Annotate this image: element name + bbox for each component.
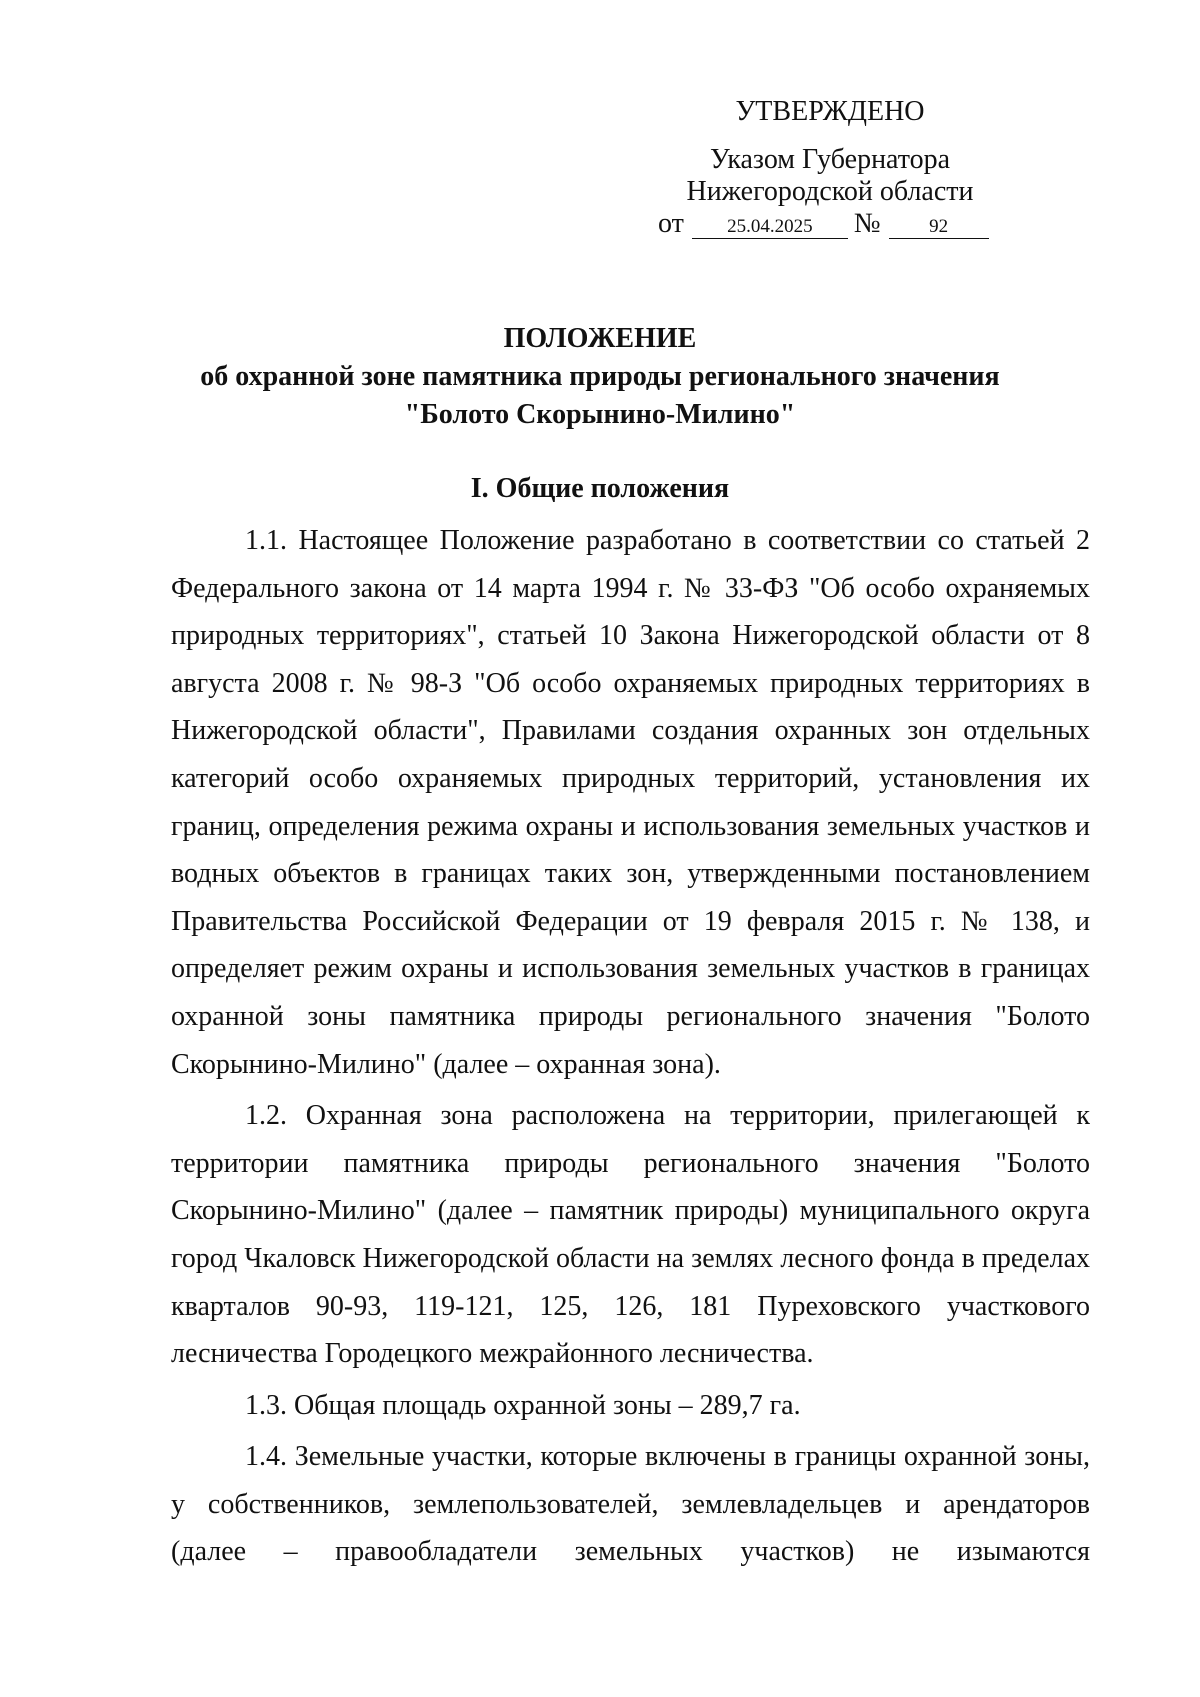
approved-label: УТВЕРЖДЕНО bbox=[735, 96, 925, 127]
document-title bbox=[100, 320, 1100, 434]
title-subtitle-line-1: об охранной зоне памятника природы регионального значения bbox=[200, 361, 1000, 392]
paragraph-1-2: 1.2. Охранная зона расположена на территории, прилегающей к территории памятника природы регионального значения "Болото Скорынино-Милино" (далее – памятник природы) муниципального округа город Чкаловск Нижегородской области на землях лесного фонда в пределах кварталов 90-93, 119-121, 125, 126, 181 Пуреховского участкового лесничества Городецкого межрайонного лесничества. bbox=[171, 1100, 1090, 1370]
approval-stamp bbox=[660, 96, 1000, 240]
paragraph-1-3: 1.3. Общая площадь охранной зоны – 289,7 га. bbox=[245, 1389, 801, 1421]
document-body bbox=[171, 517, 1090, 1576]
decree-date: 25.04.2025 bbox=[692, 216, 848, 239]
paragraph-1-4: 1.4. Земельные участки, которые включены в границы охранной зоны, у собственников, землепользователей, землевладельцев и арендаторов (далее – правообладатели земельных участков) не изымаются bbox=[171, 1441, 1090, 1568]
section-heading: I. Общие положения bbox=[470, 473, 730, 504]
title-subtitle-line-2: "Болото Скорынино-Милино" bbox=[404, 399, 796, 430]
from-label: от bbox=[658, 208, 684, 239]
decree-line-1: Указом Губернатора bbox=[709, 144, 951, 175]
decree-number: 92 bbox=[889, 216, 989, 239]
title-heading: ПОЛОЖЕНИЕ bbox=[503, 323, 697, 354]
decree-line-2: Нижегородской области bbox=[686, 176, 974, 207]
paragraph-1-1: 1.1. Настоящее Положение разработано в соответствии со статьей 2 Федерального закона от 14 марта 1994 г. № 33-ФЗ "Об особо охраняемых природных территориях", статьей 10 Закона Нижегородской области от 8 августа 2008 г. № 98-З "Об особо охраняемых природных территориях в Нижегородской области", Правилами создания охранных зон отдельных категорий особо охраняемых природных территорий, установления их границ, определения режима охраны и использования земельных участков и водных объектов в границах таких зон, утвержденными постановлением Правительства Российской Федерации от 19 февраля 2015 г. № 138, и определяет режим охраны и использования земельных участков в границах охранной зоны памятника природы регионального значения "Болото Скорынино-Милино" (далее – охранная зона). bbox=[171, 525, 1090, 1080]
number-label: № bbox=[853, 208, 881, 239]
decree-date-number-line bbox=[658, 208, 1000, 240]
